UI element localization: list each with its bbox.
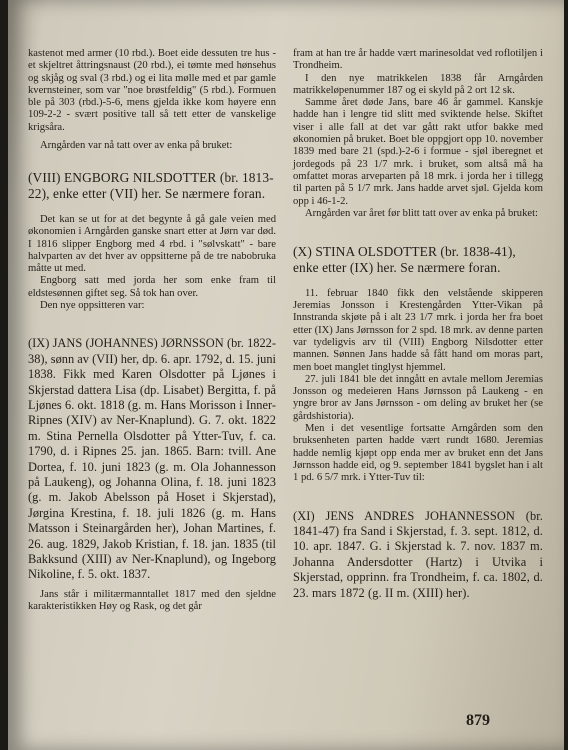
biography-ix: (IX) JANS (JOHANNES) JØRNSSON (br. 1822-38), sønn av (VII) her, dp. 6. apr. 1792, d. 15. juni 1838. Fikk med Karen Olsdotter på Ljønes i Skjerstad dattera Lisa (dp. Lisabet) Bergitta, f. på Ljønes 6. okt. 1818 (g. m. Hans Morisson i Inner-Ripnes (XIV) av Ner-Knaplund). G. 7. okt. 1822 m. Stina Pernella Olsdotter på Ytter-Tuv, f. ca. 1790, d. i Ripnes 25. jan. 1865. Barn: tvill. Ane Dortea, f. 10. juni 1823 (g. m. Ola Johannesson på Laukeng), og Johanna Olina, f. 18. juni 1823 (g. m. Jakob Abelsson på Hoset i Skjerstad), Jørgina Krestina, f. 18. juli 1826 (g. m. Hans Matsson i Steinargården her), Johan Martines, f. 26. aug. 1829, Jakob Kristian, f. 18. jan. 1835 (til Bakksund (XIII) av Ner-Knaplund), og Ingeborg Nikoline, f. 5. okt. 1837.: [28, 336, 276, 582]
paragraph: Men i det vesentlige fortsatte Arngården som den bruksenheten parten hadde vært rundt 1680. Jeremias hadde nemlig kjøpt opp enda mer av bruket enn det Jans Jørnsson hadde eid, og 9. september 1841 bygslet han i alt 1 pd. 6 5/7 mrk. i Ytter-Tuv til:: [293, 423, 543, 484]
section-heading-x: (X) STINA OLSDOTTER (br. 1838-41), enke etter (IX) her. Se nærmere foran.: [293, 244, 516, 275]
paragraph: Engborg satt med jorda her som enke fram til eldstesønnen giftet seg. Så tok han over.: [28, 275, 276, 299]
paragraph: Jans står i militærmanntallet 1817 med den sjeldne karakteristikken Høy og Rask, og det går: [28, 588, 276, 613]
left-column: [28, 48, 276, 613]
right-column: [293, 48, 543, 601]
paragraph: fram at han tre år hadde vært marinesoldat ved roflotiljen i Trondheim.: [293, 48, 543, 72]
section-heading-viii: (VIII) ENGBORG NILSDOTTER (br. 1813-22), enke etter (VII) her. Se nærmere foran.: [28, 170, 274, 202]
paragraph: kastenot med armer (10 rbd.). Boet eide dessuten tre hus - et skjeltret åttringsnaust (20 rbd.), ei tømte med hønsehus og skjåg og sval (3 rbd.) og ei lita mølle med et par gamle kvernsteiner, som var "noe brøstfeldig" (5 rbd.). Formuen ble på 303 (rbd.)-5-6, mens gjelda ikke kom høyere enn 109-2-2 - svært positive tall så tett etter de vanskelige krigsåra.: [28, 48, 276, 133]
page-number: 879: [466, 712, 490, 729]
biography-xi: (XI) JENS ANDRES JOHANNESSON (br. 1841-47) fra Sand i Skjerstad, f. 3. sept. 1812, d. 10. apr. 1847. G. i Skjerstad k. 7. nov. 1837 m. Johanna Andersdotter (Hartz) i Utvika i Skjerstad, opprinn. fra Trondheim, f. ca. 1802, d. 23. mars 1872 (g. II m. (XIII) her).: [293, 508, 543, 600]
book-page: [8, 0, 564, 750]
paragraph: 11. februar 1840 fikk den velstående skipperen Jeremias Jonsson i Krestengården Ytter-Vikan på Innstranda skjøte på i alt 23 1/7 mrk. i jorda her fra boet etter (IX) Jans Jørnsson for 2 spd. 18 mrk. av denne parten var tydeligvis arv til (VIII) Engborg Nilsdotter etter mannen. Sønnen Jans hadde så fått hand om moras part, men boet manglet tinglyst hjemmel.: [293, 287, 543, 373]
paragraph: Det kan se ut for at det begynte å gå gale veien med økonomien i Arngården ganske snart etter at Jørn var død. I 1816 slipper Engborg med 4 rbd. i "sølvskatt" - bare halvparten av det hver av oppsitterne på de tre nabobruka måtte ut med.: [28, 213, 276, 275]
paragraph: 27. juli 1841 ble det inngått en avtale mellom Jeremias Jonsson og medeieren Hans Jørnsson på Laukeng - en yngre bror av Jans Jørnsson - om deling av bruket her (se gårdshistoria).: [293, 373, 543, 422]
paragraph: Arngården var året før blitt tatt over av enka på bruket:: [305, 207, 538, 219]
paragraph: Arngården var nå tatt over av enka på bruket:: [40, 140, 233, 152]
paragraph: I den nye matrikkelen 1838 får Arngården matrikkeløpenummer 187 og ei skyld på 2 ort 12 sk.: [293, 72, 543, 96]
paragraph: Samme året døde Jans, bare 46 år gammel. Kanskje hadde han i lengre tid slitt med sviktende helse. Skiftet viser i alle fall at det var gått rakt utfor bakke med økonomien på bruket. Boet ble oppgjort opp 10. november 1839 med bare 21 (spd.)-2-6 i formue - sjøl iberegnet et jordegods på 23 1/7 mrk. i bruket, som altså må ha omfattet moras arveparten på 18 mrk. i jorda her i tillegg til parten på 5 1/7 mrk. Jans hadde arvet sjøl. Gjelda kom opp i 46-1-2.: [293, 97, 543, 207]
paragraph: Den nye oppsitteren var:: [40, 300, 145, 312]
